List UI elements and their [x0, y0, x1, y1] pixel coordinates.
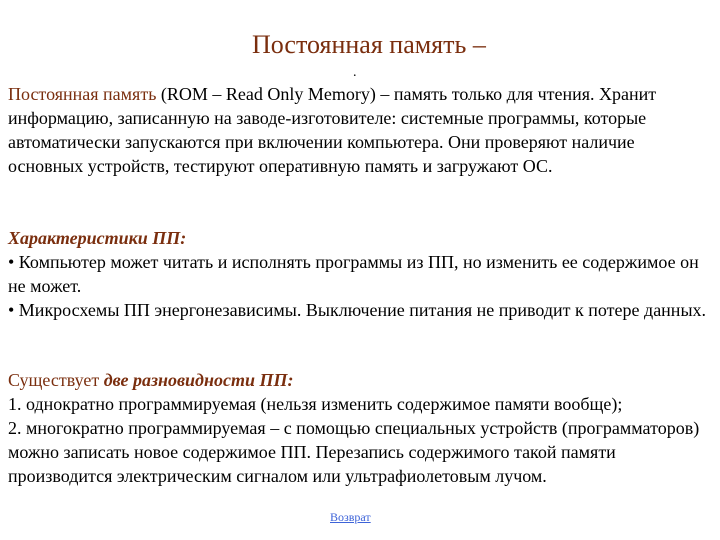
characteristics-item-2: • Микросхемы ПП энергонезависимы. Выключение питания не приводит к потере данных.: [8, 300, 707, 320]
varieties-item-2: 2. многократно программируемая – с помощью специальных устройств (программаторов) можно записать новое содержимое ПП. Перезапись содержимого такой памяти производится электрическим сигналом или ультрафиолетовым лучом.: [8, 418, 700, 486]
title-dot: .: [353, 65, 357, 80]
varieties-heading-bold: две разновидности ПП:: [103, 370, 294, 390]
intro-text: (ROM – Read Only Memory) – память только для чтения. Хранит информацию, записанную на заводе-изготовителе: системные программы, которые автоматически запускаются при включении компьютера. Они проверяют наличие основных устройств, тестируют оперативную память и загружают ОС.: [8, 84, 657, 176]
characteristics-heading: Характеристики ПП:: [8, 228, 187, 248]
varieties-item-1: 1. однократно программируемая (нельзя изменить содержимое памяти вообще);: [8, 394, 623, 414]
varieties-section: [8, 368, 713, 488]
intro-term: Постоянная память: [8, 84, 157, 104]
characteristics-section: [8, 226, 713, 322]
varieties-heading: [8, 368, 713, 392]
varieties-heading-prefix: Существует: [8, 370, 104, 390]
back-link[interactable]: Возврат: [330, 510, 371, 524]
characteristics-item-1: • Компьютер может читать и исполнять программы из ПП, но изменить ее содержимое он не может.: [8, 252, 699, 296]
intro-paragraph: [8, 82, 713, 178]
page-title: Постоянная память –: [252, 30, 486, 59]
